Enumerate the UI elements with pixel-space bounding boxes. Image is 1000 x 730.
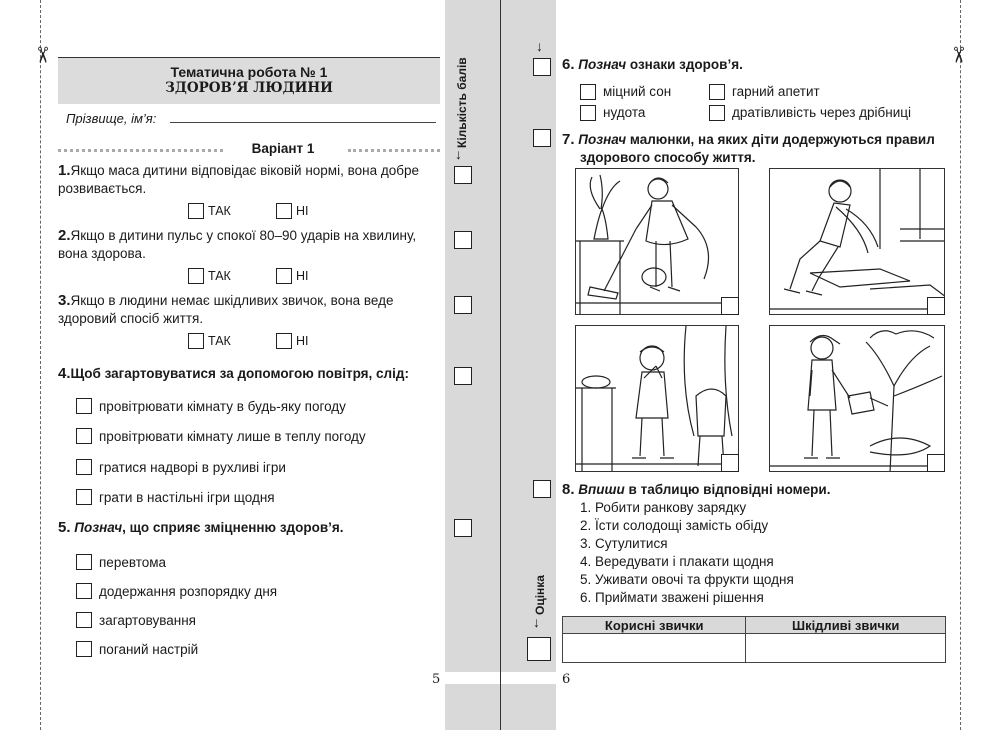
score-box-q3[interactable] [454, 296, 472, 314]
boy-watering-illustration [770, 326, 945, 472]
q5-option-4: поганий настрій [99, 642, 199, 657]
q5-option-1-checkbox[interactable] [76, 554, 92, 570]
picture-girl-exercising [769, 168, 945, 315]
picture-girl-cleaning [575, 168, 739, 315]
page-title: Тематична робота № 1 [170, 64, 328, 80]
harmful-habits-header: Шкідливі звички [746, 617, 946, 634]
q8-item-6: 6. Приймати зважені рішення [580, 590, 764, 605]
score-box-q1[interactable] [454, 166, 472, 184]
q8-item-1: 1. Робити ранкову зарядку [580, 500, 747, 515]
right-strip-bottom [501, 672, 556, 684]
scissors-icon: ✂ [30, 45, 56, 65]
q8-item-5: 5. Уживати овочі та фрукти щодня [580, 572, 794, 587]
arrow-down-icon: ↓ [533, 614, 540, 630]
question-3: 3.Якщо в людини немає шкідливих звичок, вона веде здоровий спосіб життя. [58, 292, 394, 326]
question-7: 7. Познач малюнки, на яких діти додержуються правил здорового способу життя. [562, 131, 935, 165]
q8-item-3: 3. Сутулитися [580, 536, 668, 551]
question-5: 5. Познач, що сприяє зміцненню здоров’я. [58, 519, 344, 536]
q4-option-1-checkbox[interactable] [76, 398, 92, 414]
q1-yes-checkbox[interactable] [188, 203, 204, 219]
useful-habits-cell[interactable] [563, 634, 746, 663]
q6-option-2: гарний апетит [732, 84, 820, 99]
q6-option-3: нудота [603, 105, 646, 120]
q5-option-3-checkbox[interactable] [76, 612, 92, 628]
q1-yes-label: ТАК [208, 204, 231, 218]
q8-item-4: 4. Вередувати і плакати щодня [580, 554, 774, 569]
q8-item-2: 2. Їсти солодощі замість обіду [580, 518, 769, 533]
picture-boy-eating [575, 325, 739, 472]
grade-box[interactable] [527, 637, 551, 661]
q3-yes-label: ТАК [208, 334, 231, 348]
variant-label: Варіант 1 [251, 141, 315, 156]
right-cut-line [960, 0, 961, 730]
right-score-strip [501, 0, 556, 730]
left-strip-bottom [445, 672, 500, 684]
q2-no-label: НІ [296, 269, 309, 283]
question-1: 1.Якщо маса дитини відповідає віковій нормі, вона добре розвивається. [58, 162, 419, 196]
dots-divider [348, 149, 440, 152]
q5-option-3: загартовування [99, 613, 196, 628]
q3-no-label: НІ [296, 334, 309, 348]
q5-option-4-checkbox[interactable] [76, 641, 92, 657]
q2-yes-label: ТАК [208, 269, 231, 283]
q5-option-2-checkbox[interactable] [76, 583, 92, 599]
girl-cleaning-illustration [576, 169, 739, 315]
picture-boy-watering [769, 325, 945, 472]
grade-label: Оцінка [533, 575, 547, 615]
question-6: 6. Познач ознаки здоров’я. [562, 56, 743, 73]
q2-yes-checkbox[interactable] [188, 268, 204, 284]
scissors-icon: ✂ [946, 45, 972, 65]
name-input-line[interactable] [170, 122, 436, 123]
score-count-label: Кількість балів [455, 57, 469, 148]
picture-3-checkbox[interactable] [721, 454, 739, 472]
useful-habits-header: Корисні звички [563, 617, 746, 634]
left-cut-line [40, 0, 41, 730]
score-box-q4[interactable] [454, 367, 472, 385]
question-4: 4.Щоб загартовуватися за допомогою повітря, слід: [58, 365, 409, 382]
q4-option-3-checkbox[interactable] [76, 459, 92, 475]
q5-option-1: перевтома [99, 555, 167, 570]
score-box-q8[interactable] [533, 480, 551, 498]
q4-option-4-checkbox[interactable] [76, 489, 92, 505]
boy-eating-illustration [576, 326, 739, 472]
picture-2-checkbox[interactable] [927, 297, 945, 315]
q6-option-1-checkbox[interactable] [580, 84, 596, 100]
question-2: 2.Якщо в дитини пульс у спокої 80–90 ударів на хвилину, вона здорова. [58, 227, 417, 261]
question-8: 8. Впиши в таблицю відповідні номери. [562, 481, 831, 498]
q3-no-checkbox[interactable] [276, 333, 292, 349]
dots-divider [58, 149, 223, 152]
picture-4-checkbox[interactable] [927, 454, 945, 472]
q6-option-1: міцний сон [603, 84, 672, 99]
score-box-q6[interactable] [533, 58, 551, 76]
q1-no-checkbox[interactable] [276, 203, 292, 219]
q4-option-2-checkbox[interactable] [76, 428, 92, 444]
q2-no-checkbox[interactable] [276, 268, 292, 284]
page-number-right: 6 [562, 672, 571, 687]
arrow-down-icon: ↓ [455, 146, 462, 162]
variant-row [58, 141, 440, 159]
name-label: Прізвище, ім’я: [66, 111, 157, 126]
score-box-q2[interactable] [454, 231, 472, 249]
q4-option-3: гратися надворі в рухливі ігри [99, 460, 286, 475]
harmful-habits-cell[interactable] [746, 634, 946, 663]
page-subtitle: ЗДОРОВ’Я ЛЮДИНИ [165, 80, 333, 96]
score-box-q7[interactable] [533, 129, 551, 147]
q3-yes-checkbox[interactable] [188, 333, 204, 349]
habits-table [562, 616, 946, 663]
q6-option-4-checkbox[interactable] [709, 105, 725, 121]
q4-option-1: провітрювати кімнату в будь-яку погоду [99, 399, 346, 414]
score-box-q5[interactable] [454, 519, 472, 537]
q6-option-2-checkbox[interactable] [709, 84, 725, 100]
q6-option-4: дратівливість через дрібниці [732, 105, 911, 120]
q1-no-label: НІ [296, 204, 309, 218]
page-spine [500, 0, 501, 730]
q4-option-4: грати в настільні ігри щодня [99, 490, 275, 505]
girl-exercising-illustration [770, 169, 945, 315]
arrow-down-icon: ↓ [536, 38, 543, 54]
picture-1-checkbox[interactable] [721, 297, 739, 315]
page-number-left: 5 [432, 672, 441, 687]
left-score-strip [445, 0, 500, 730]
q4-option-2: провітрювати кімнату лише в теплу погоду [99, 429, 366, 444]
q6-option-3-checkbox[interactable] [580, 105, 596, 121]
q5-option-2: додержання розпорядку дня [99, 584, 278, 599]
